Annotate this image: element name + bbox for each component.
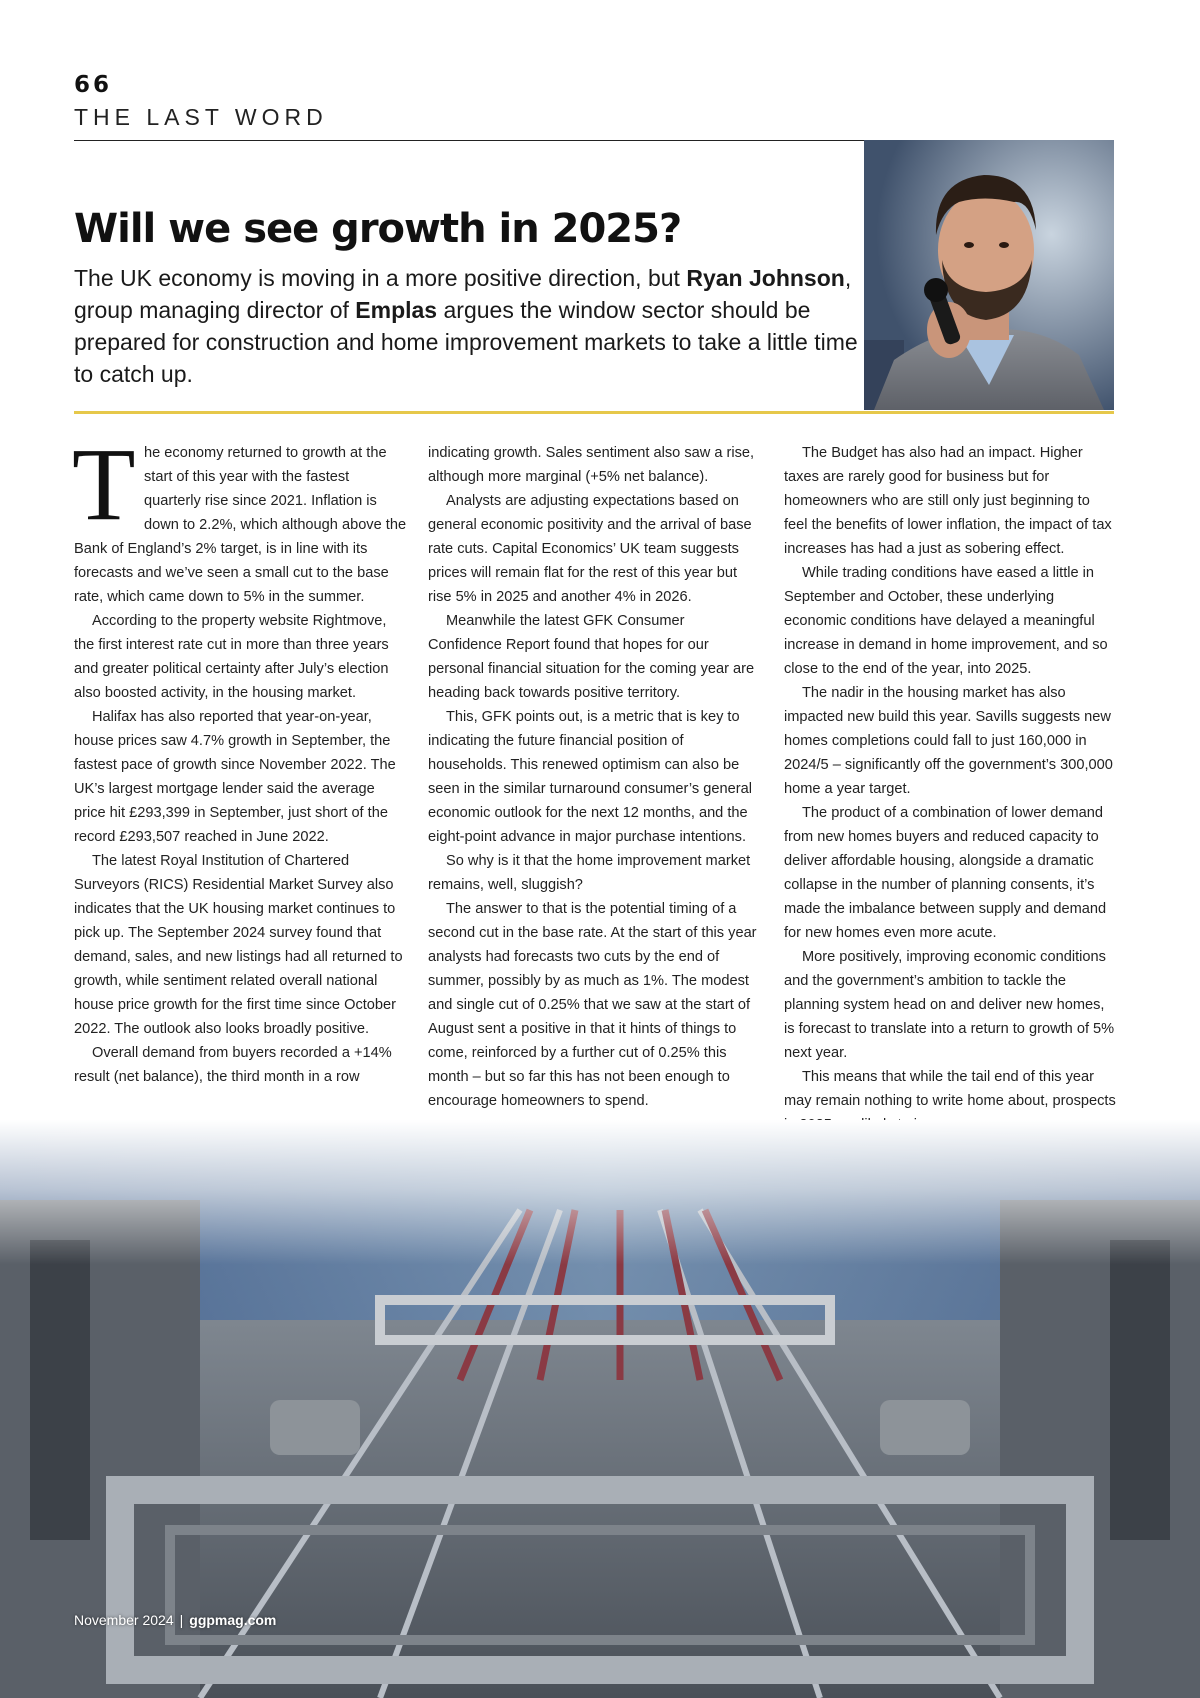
standfirst-text-1: The UK economy is moving in a more positive direction, but [74, 265, 687, 291]
body-paragraph: This means that while the tail end of this year may remain nothing to write home about, prospects [784, 1069, 1116, 1109]
page-footer [74, 1612, 276, 1628]
body-paragraph: The product of a combination of lower demand from new homes buyers and reduced capacity to deliver affordable housing, alongside a dramatic collapse in the number of planning consents, it’s made the imbalance between supply and demand for new homes even more acute. [784, 805, 1107, 941]
author-name: Ryan Johnson [686, 265, 845, 291]
site-link[interactable]: ggpmag.com [189, 1612, 277, 1628]
body-column-1 [72, 427, 407, 1089]
body-paragraph: According to the property website Rightmove, the first interest rate cut in more than three years and greater political certainty after July’s election also boosted activity, in the housing market. [74, 613, 389, 701]
body-paragraph: Meanwhile the latest GFK Consumer Confidence Report found that hopes for our personal financial situation for the coming year are heading back towards positive territory. [428, 613, 755, 701]
body-paragraph: Halifax has also reported that year-on-year, house prices saw 4.7% growth in September, the fastest pace of growth since November 2022. The UK’s largest mortgage lender said the average price hit £293,399 in September, just short of the record £293,507 reached in June 2022. [74, 709, 396, 845]
page-number: 66 [74, 72, 113, 98]
body-paragraph: indicating growth. Sales sentiment also saw a rise, although more marginal (+5% net balance). [428, 445, 755, 485]
body-paragraph: The answer to that is the potential timing of a second cut in the base rate. At the start of this year analysts had forecasts two cuts by the end of summer, possibly by as much as 1%. The modest and single cut of 0.25% that we saw at the start of August sent a positive in that it hints of things to come, reinforced by a further cut of 0.25% this month – but so far this has not been enough to encourage homeowners to spend. [428, 901, 757, 1109]
body-column-3 [784, 441, 1117, 1137]
body-paragraph: The nadir in the housing market has also impacted new build this year. Savills suggests new homes completions could fall to just 160,000 in 2024/5 – significantly off the government’s 300,000 home a year target. [784, 685, 1113, 797]
section-label: THE LAST WORD [74, 104, 328, 130]
body-paragraph: Analysts are adjusting expectations based on general economic positivity and the arrival of base rate cuts. Capital Economics’ UK team suggests prices will remain flat for the rest of this year but rise 5% in 2025 and another 4% in 2026. [428, 493, 752, 605]
article-headline: Will we see growth in 2025? [74, 206, 682, 252]
standfirst-text-3: argues the window sector should be prepared for construction and home improvement markets to take a little time to catch up. [74, 297, 858, 387]
standfirst-text-2: , group managing director of [74, 265, 852, 323]
body-paragraph: More positively, improving economic conditions and the government’s ambition to tackle the planning system head on and deliver new homes, is forecast to translate into a return to growth of 5% next year. [784, 949, 1115, 1061]
header-rule [74, 140, 864, 141]
body-paragraph: So why is it that the home improvement market remains, well, sluggish? [428, 853, 751, 893]
accent-rule [74, 411, 1114, 414]
issue-date: November 2024 [74, 1612, 174, 1628]
body-paragraph: The Budget has also had an impact. Higher taxes are rarely good for business but for homeowners who are still only just beginning to feel the benefits of lower inflation, the impact of tax increases has had a just as sobering effect. [784, 445, 1112, 557]
body-paragraph: he economy returned to growth at the start of this year with the fastest quarterly rise since 2021. Inflation is down to 2.2%, which although above the Bank of England’s 2% target, is in line with its forecasts and we’ve seen a small cut to the base rate, which came down to 5% in the summer. [74, 445, 407, 605]
author-portrait [864, 140, 1114, 410]
article-standfirst [74, 262, 864, 390]
body-paragraph: This, GFK points out, is a metric that is key to indicating the future financial position of households. This renewed optimism can also be seen in the similar turnaround consumer’s general economic outlook for the next 12 months, and the eight-point advance in major purchase intentions. [428, 709, 752, 845]
body-paragraph: The latest Royal Institution of Chartered Surveyors (RICS) Residential Market Survey also indicates that the UK housing market continues to pick up. The September 2024 survey found that demand, sales, and new listings had all returned to growth, while sentiment related overall national house price growth for the first time since October 2022. The outlook also looks broadly positive. [74, 853, 403, 1037]
footer-separator: | [179, 1612, 184, 1628]
company-name: Emplas [355, 297, 438, 323]
body-paragraph: While trading conditions have eased a little in September and October, these underlying economic conditions have delayed a meaningful increase in demand in home improvement, and so close to the end of the year, into 2025. [784, 565, 1108, 677]
body-column-2 [428, 441, 761, 1113]
body-paragraph: Overall demand from buyers recorded a +14% result (net balance), the third month in a row [74, 1045, 392, 1085]
drop-cap: T [72, 427, 136, 542]
